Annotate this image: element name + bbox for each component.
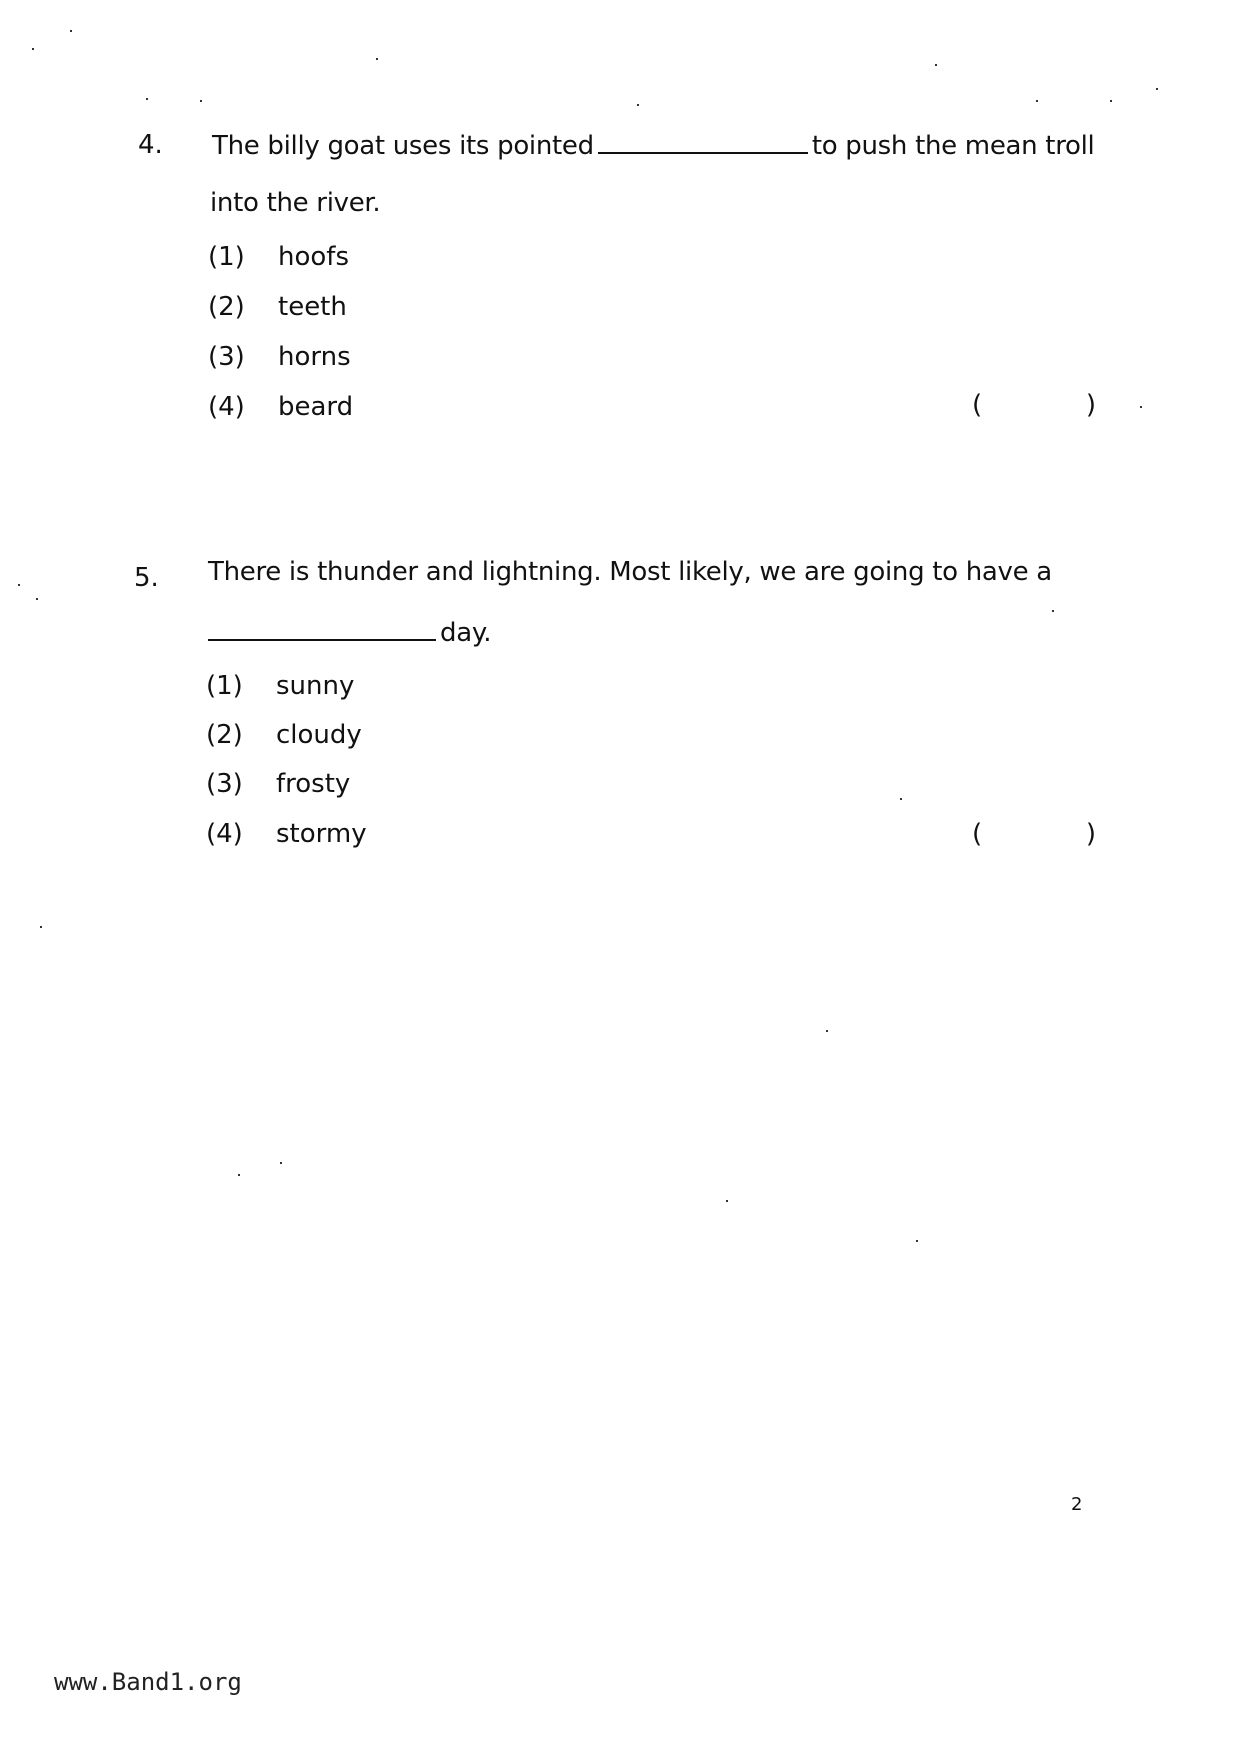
- scan-speck: [32, 48, 34, 50]
- bracket-open: (: [972, 390, 983, 420]
- option-text: stormy: [276, 819, 367, 849]
- option-number: (1): [208, 242, 245, 272]
- question-stem-line-1: There is thunder and lightning. Most likely, we are going to have a: [208, 557, 1052, 587]
- answer-blank: [598, 128, 808, 154]
- scan-speck: [1052, 610, 1054, 612]
- scan-speck: [146, 98, 148, 100]
- option-text: frosty: [276, 769, 351, 799]
- scan-speck: [916, 1240, 918, 1242]
- option-number: (4): [206, 819, 243, 849]
- stem-text-before-blank: The billy goat uses its pointed: [212, 131, 594, 161]
- option-number: (3): [208, 342, 245, 372]
- scan-speck: [18, 584, 20, 586]
- question-number: 4.: [138, 130, 163, 160]
- page-number: 2: [1071, 1494, 1083, 1515]
- scan-speck: [1110, 100, 1112, 102]
- scan-speck: [70, 30, 72, 32]
- question-stem-line-1: [212, 128, 1094, 161]
- option-text: hoofs: [278, 242, 349, 272]
- bracket-close: ): [1085, 819, 1096, 849]
- question-number: 5.: [134, 563, 159, 593]
- option-number: (1): [206, 671, 243, 701]
- bracket-open: (: [972, 819, 983, 849]
- scan-speck: [36, 598, 38, 600]
- footer-url: www.Band1.org: [54, 1668, 242, 1696]
- scan-speck: [826, 1030, 828, 1032]
- answer-blank: [208, 615, 436, 641]
- option-number: (3): [206, 769, 243, 799]
- stem-text-after-blank: day.: [440, 618, 492, 648]
- scan-speck: [1156, 88, 1158, 90]
- option-text: cloudy: [276, 720, 362, 750]
- option-number: (4): [208, 392, 245, 422]
- scan-speck: [1036, 100, 1038, 102]
- option-text: sunny: [276, 671, 355, 701]
- scan-speck: [376, 58, 378, 60]
- scan-speck: [200, 100, 202, 102]
- scan-speck: [40, 926, 42, 928]
- scan-speck: [935, 64, 937, 66]
- question-stem-line-2: [208, 615, 491, 648]
- scan-speck: [900, 798, 902, 800]
- option-text: beard: [278, 392, 354, 422]
- option-number: (2): [206, 720, 243, 750]
- scan-speck: [280, 1162, 282, 1164]
- scan-speck: [1140, 406, 1142, 408]
- scan-speck: [637, 104, 639, 106]
- option-text: teeth: [278, 292, 347, 322]
- option-number: (2): [208, 292, 245, 322]
- scan-speck: [238, 1174, 240, 1176]
- option-text: horns: [278, 342, 351, 372]
- stem-text-after-blank: to push the mean troll: [811, 131, 1095, 161]
- question-stem-line-2: into the river.: [210, 188, 381, 218]
- bracket-close: ): [1085, 390, 1096, 420]
- scan-speck: [726, 1200, 728, 1202]
